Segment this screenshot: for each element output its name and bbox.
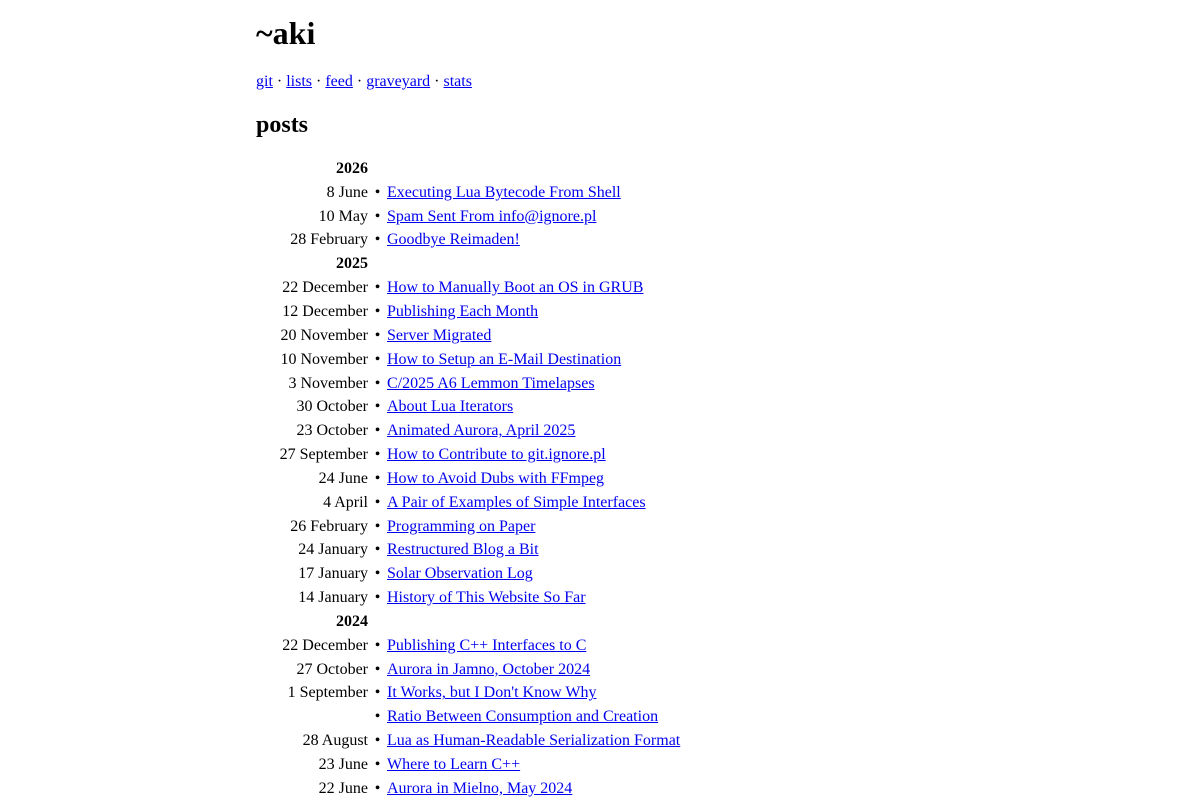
post-row bbox=[256, 562, 680, 586]
post-title-cell bbox=[387, 229, 680, 253]
post-title-cell bbox=[387, 705, 680, 729]
year-label: 2024 bbox=[336, 612, 368, 630]
post-date: 27 September bbox=[279, 446, 368, 464]
bullet: • bbox=[374, 708, 381, 726]
post-title-cell bbox=[387, 658, 680, 682]
post-row bbox=[256, 586, 680, 610]
post-date: 24 June bbox=[318, 469, 368, 487]
post-title-cell bbox=[387, 729, 680, 753]
post-date: 28 February bbox=[290, 231, 368, 249]
post-title-cell bbox=[387, 562, 680, 586]
post-date: 23 June bbox=[318, 756, 368, 774]
nav-link-lists[interactable]: lists bbox=[286, 73, 313, 90]
post-row bbox=[256, 467, 680, 491]
bullet: • bbox=[374, 398, 381, 416]
bullet: • bbox=[374, 732, 381, 750]
post-link[interactable]: How to Manually Boot an OS in GRUB bbox=[387, 279, 644, 297]
nav-link-git[interactable]: git bbox=[256, 73, 273, 90]
post-row bbox=[256, 491, 680, 515]
post-date: 10 May bbox=[318, 207, 368, 225]
bullet: • bbox=[374, 446, 381, 464]
post-title-cell bbox=[387, 467, 680, 491]
post-title-cell bbox=[387, 181, 680, 205]
bullet: • bbox=[374, 183, 381, 201]
post-row bbox=[256, 682, 680, 706]
post-title-cell bbox=[387, 515, 680, 539]
post-title-cell bbox=[387, 777, 680, 801]
post-link[interactable]: Programming on Paper bbox=[387, 517, 536, 535]
post-date: 10 November bbox=[280, 350, 368, 368]
post-row bbox=[256, 419, 680, 443]
year-row bbox=[256, 157, 680, 181]
post-title-cell bbox=[387, 419, 680, 443]
post-link[interactable]: A Pair of Examples of Simple Interfaces bbox=[387, 493, 646, 511]
bullet: • bbox=[374, 231, 381, 249]
post-link[interactable]: Where to Learn C++ bbox=[387, 756, 521, 774]
post-title-cell bbox=[387, 276, 680, 300]
nav-link-graveyard[interactable]: graveyard bbox=[366, 73, 431, 90]
bullet: • bbox=[374, 779, 381, 797]
post-date: 17 January bbox=[298, 565, 368, 583]
bullet: • bbox=[374, 279, 381, 297]
post-link[interactable]: How to Setup an E-Mail Destination bbox=[387, 350, 622, 368]
post-link[interactable]: Lua as Human-Readable Serialization Format bbox=[387, 732, 681, 750]
bullet: • bbox=[374, 589, 381, 607]
post-title-cell bbox=[387, 491, 680, 515]
nav-separator: · bbox=[434, 73, 440, 90]
post-link[interactable]: Goodbye Reimaden! bbox=[387, 231, 520, 249]
post-date: 3 November bbox=[288, 374, 368, 392]
post-link[interactable]: Spam Sent From info@ignore.pl bbox=[387, 207, 597, 225]
post-row bbox=[256, 658, 680, 682]
post-title-cell bbox=[387, 300, 680, 324]
post-title-cell bbox=[387, 753, 680, 777]
post-link[interactable]: Aurora in Jamno, October 2024 bbox=[387, 660, 591, 678]
post-date: 8 June bbox=[326, 183, 368, 201]
post-title-cell bbox=[387, 348, 680, 372]
post-link[interactable]: Aurora in Mielno, May 2024 bbox=[387, 779, 573, 797]
post-link[interactable]: Restructured Blog a Bit bbox=[387, 541, 539, 559]
bullet: • bbox=[374, 684, 381, 702]
post-link[interactable]: Server Migrated bbox=[387, 326, 492, 344]
post-date: 23 October bbox=[296, 422, 368, 440]
bullet: • bbox=[374, 374, 381, 392]
site-title: ~aki bbox=[256, 15, 316, 51]
year-label: 2026 bbox=[336, 159, 368, 177]
post-title-cell bbox=[387, 395, 680, 419]
post-date: 20 November bbox=[280, 326, 368, 344]
bullet: • bbox=[374, 302, 381, 320]
post-title-cell bbox=[387, 586, 680, 610]
post-title-cell bbox=[387, 205, 680, 229]
top-nav bbox=[256, 72, 472, 92]
post-row bbox=[256, 634, 680, 658]
year-label: 2025 bbox=[336, 255, 368, 273]
bullet: • bbox=[374, 565, 381, 583]
bullet: • bbox=[374, 469, 381, 487]
post-row bbox=[256, 753, 680, 777]
bullet: • bbox=[374, 493, 381, 511]
post-link[interactable]: Animated Aurora, April 2025 bbox=[387, 422, 576, 440]
post-date: 22 June bbox=[318, 779, 368, 797]
post-title-cell bbox=[387, 443, 680, 467]
post-row bbox=[256, 777, 680, 801]
post-row bbox=[256, 705, 680, 729]
bullet: • bbox=[374, 207, 381, 225]
post-link[interactable]: Ratio Between Consumption and Creation bbox=[387, 708, 659, 726]
post-row bbox=[256, 729, 680, 753]
post-row bbox=[256, 276, 680, 300]
post-link[interactable]: Publishing Each Month bbox=[387, 302, 539, 320]
bullet: • bbox=[374, 517, 381, 535]
post-title-cell bbox=[387, 682, 680, 706]
bullet: • bbox=[374, 660, 381, 678]
post-row bbox=[256, 300, 680, 324]
post-row bbox=[256, 181, 680, 205]
post-row bbox=[256, 515, 680, 539]
bullet: • bbox=[374, 326, 381, 344]
post-date: 24 January bbox=[298, 541, 368, 559]
post-link[interactable]: Solar Observation Log bbox=[387, 565, 533, 583]
post-link[interactable]: About Lua Iterators bbox=[387, 398, 514, 416]
post-date: 27 October bbox=[296, 660, 368, 678]
post-date: 4 April bbox=[323, 493, 368, 511]
post-row bbox=[256, 229, 680, 253]
post-title-cell bbox=[387, 324, 680, 348]
posts-heading: posts bbox=[256, 112, 309, 138]
nav-separator: · bbox=[276, 73, 283, 90]
post-link[interactable]: How to Avoid Dubs with FFmpeg bbox=[387, 469, 605, 487]
post-row bbox=[256, 348, 680, 372]
post-link[interactable]: History of This Website So Far bbox=[387, 589, 586, 607]
post-row bbox=[256, 443, 680, 467]
post-date: 22 December bbox=[282, 279, 368, 297]
post-link[interactable]: C/2025 A6 Lemmon Timelapses bbox=[387, 374, 595, 392]
post-row bbox=[256, 539, 680, 563]
bullet: • bbox=[374, 756, 381, 774]
post-date: 26 February bbox=[290, 517, 368, 535]
post-link[interactable]: Publishing C++ Interfaces to C bbox=[387, 636, 587, 654]
nav-separator: · bbox=[356, 73, 363, 90]
post-title-cell bbox=[387, 539, 680, 563]
posts-table bbox=[256, 157, 680, 801]
post-row bbox=[256, 395, 680, 419]
nav-separator: · bbox=[316, 73, 322, 90]
post-date: 12 December bbox=[282, 302, 368, 320]
post-date bbox=[256, 705, 368, 729]
post-link[interactable]: It Works, but I Don't Know Why bbox=[387, 684, 597, 702]
bullet: • bbox=[374, 422, 381, 440]
nav-link-feed[interactable]: feed bbox=[325, 73, 353, 90]
post-date: 14 January bbox=[298, 589, 368, 607]
post-row bbox=[256, 205, 680, 229]
bullet: • bbox=[374, 350, 381, 368]
post-title-cell bbox=[387, 372, 680, 396]
post-row bbox=[256, 324, 680, 348]
post-date: 30 October bbox=[296, 398, 368, 416]
post-link[interactable]: How to Contribute to git.ignore.pl bbox=[387, 446, 606, 464]
bullet: • bbox=[374, 541, 381, 559]
post-row bbox=[256, 372, 680, 396]
post-link[interactable]: Executing Lua Bytecode From Shell bbox=[387, 183, 621, 201]
post-date: 1 September bbox=[287, 684, 368, 702]
year-row bbox=[256, 610, 680, 634]
post-date: 22 December bbox=[282, 636, 368, 654]
nav-link-stats[interactable]: stats bbox=[443, 73, 472, 90]
bullet: • bbox=[374, 636, 381, 654]
year-row bbox=[256, 252, 680, 276]
post-title-cell bbox=[387, 634, 680, 658]
post-date: 28 August bbox=[302, 732, 368, 750]
